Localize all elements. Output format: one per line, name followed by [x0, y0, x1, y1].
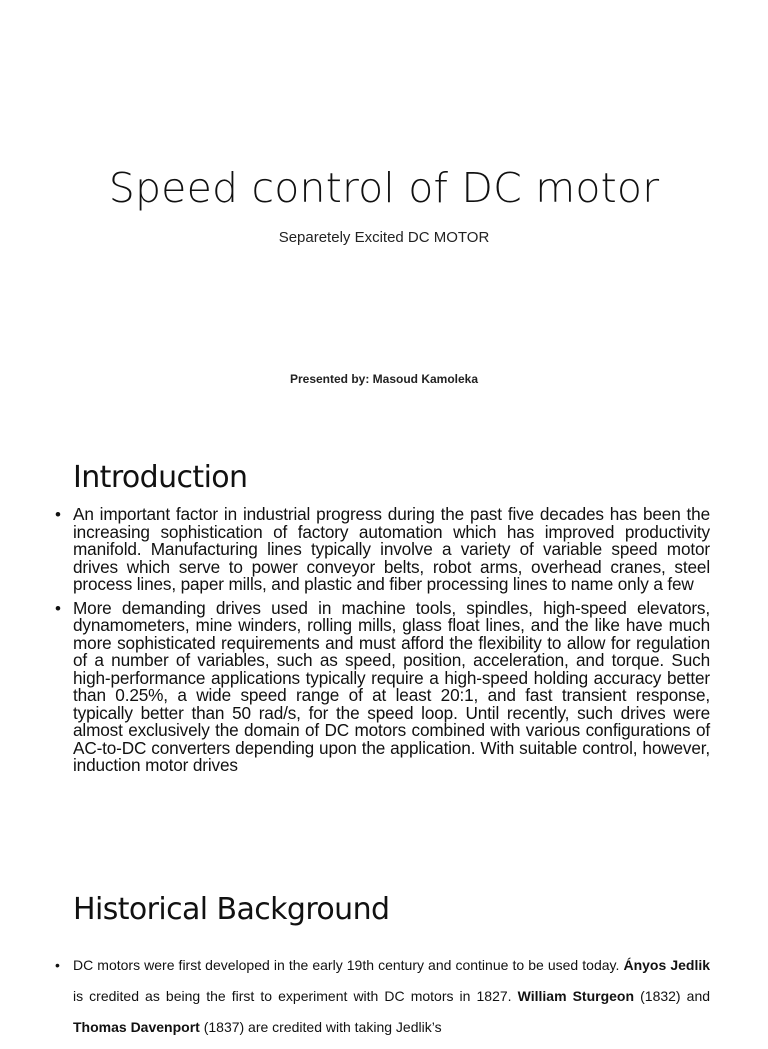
text-segment: is credited as being the first to experiment with DC motors in 1827.	[73, 988, 512, 1004]
presentation-title: Speed control of DC motor	[108, 164, 660, 212]
bullet-icon: •	[55, 598, 61, 618]
introduction-slide	[0, 440, 768, 850]
historical-bullet-list	[55, 950, 710, 1049]
presentation-subtitle: Separetely Excited DC MOTOR	[278, 229, 490, 246]
text-segment: (1832) and	[640, 988, 711, 1004]
introduction-heading: Introduction	[73, 460, 248, 495]
person-name: William Sturgeon	[517, 988, 635, 1004]
person-name: Ányos Jedlik	[623, 957, 711, 973]
person-name: Thomas Davenport	[73, 1019, 200, 1035]
historical-background-heading: Historical Background	[73, 892, 390, 927]
historical-background-slide	[0, 850, 768, 1035]
bullet-text: An important factor in industrial progress during the past five decades has been the increasing sophistication of factory automation which has improved productivity manifold. Manufacturing lines typically involve a variety of variable speed motor drives which serve to power conveyor belts, robot arms, overhead cranes, steel process lines, paper mills, and plastic and fiber processing lines to name only a few	[73, 504, 710, 594]
text-segment: DC motors were first developed in the early 19th century and continue to be used today.	[73, 957, 620, 973]
introduction-bullet-list	[55, 506, 710, 781]
bullet-text	[73, 950, 710, 1043]
list-item	[55, 950, 710, 1043]
list-item	[55, 506, 710, 594]
text-segment: (1837) are credited with taking Jedlik’s	[203, 1019, 442, 1035]
bullet-icon: •	[55, 505, 61, 524]
list-item	[55, 597, 710, 775]
presenter-credit: Presented by: Masoud Kamoleka	[289, 372, 479, 386]
bullet-icon: •	[55, 957, 60, 973]
title-slide	[0, 0, 768, 440]
bullet-text: More demanding drives used in machine tools, spindles, high-speed elevators, dynamometers, mine winders, rolling mills, glass float lines, and the like have much more sophisticated requirements and must afford the flexibility to allow for regulation of a number of variables, such as speed, position, acceleration, and torque. Such high-performance applications typically require a high-speed holding accuracy better than 0.25%, a wide speed range of at least 20:1, and fast transient response, typically better than 50 rad/s, for the speed loop. Until recently, such drives were almost exclusively the domain of DC motors combined with various configurations of AC-to-DC converters depending upon the application. With suitable control, however, induction motor drives	[73, 597, 710, 775]
